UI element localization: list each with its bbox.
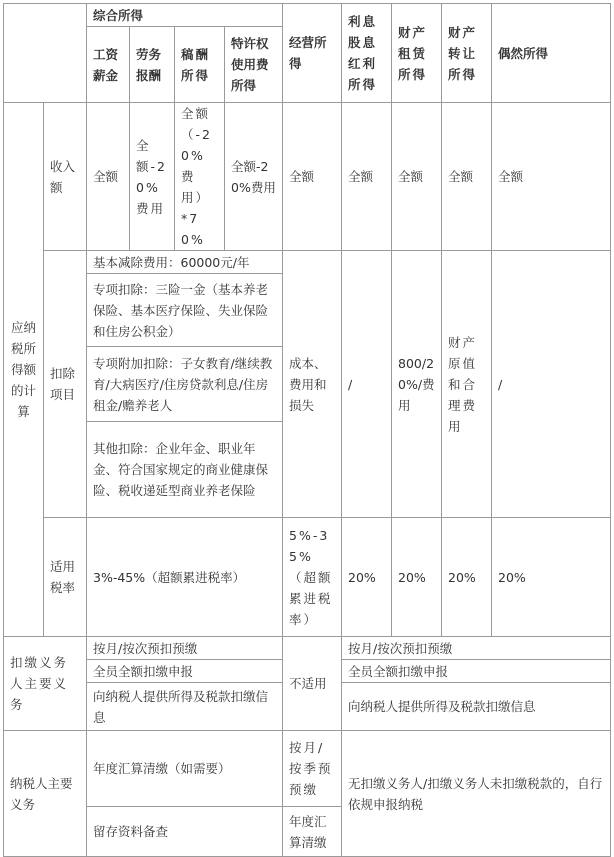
header-business: 经营所得 — [283, 4, 342, 103]
withholding-left-2: 全员全额扣缴申报 — [87, 660, 283, 683]
taxpayer-annual: 年度汇算清缴（如需要） — [87, 731, 283, 807]
rate-interest: 20% — [342, 518, 392, 637]
taxpayer-business-2: 年度汇算清缴 — [283, 807, 342, 857]
header-lease: 财产租赁所得 — [392, 4, 442, 103]
withholding-left-3: 向纳税人提供所得及税款扣缴信息 — [87, 683, 283, 731]
deduction-transfer: 财产原值和合理费用 — [442, 251, 492, 518]
income-business: 全额 — [283, 103, 342, 251]
deduction-business: 成本、费用和损失 — [283, 251, 342, 518]
rate-row — [4, 518, 611, 637]
rate-business: 5%-35%（超额累进税率） — [283, 518, 342, 637]
header-comprehensive: 综合所得 — [87, 4, 283, 27]
rate-label: 适用税率 — [44, 518, 87, 637]
header-labor: 劳务报酬 — [130, 27, 175, 103]
income-lease: 全额 — [392, 103, 442, 251]
header-incidental: 偶然所得 — [492, 4, 611, 103]
header-royalty-license: 特许权使用费所得 — [225, 27, 283, 103]
income-royalty-manuscript: 全额（-20%费用）*70% — [175, 103, 225, 251]
taxpayer-records: 留存资料备查 — [87, 807, 283, 857]
income-interest: 全额 — [342, 103, 392, 251]
deduction-special-additional: 专项附加扣除：子女教育/继续教育/大病医疗/住房贷款利息/住房租金/赡养老人 — [87, 347, 283, 422]
withholding-row-1 — [4, 637, 611, 660]
header-row-1 — [4, 4, 611, 27]
taxpayer-row-1 — [4, 731, 611, 807]
deduction-incidental: / — [492, 251, 611, 518]
tax-table — [3, 3, 611, 857]
taxpayer-label: 纳税人主要义务 — [4, 731, 87, 857]
deduction-lease: 800/20%/费用 — [392, 251, 442, 518]
income-salary: 全额 — [87, 103, 130, 251]
withholding-right-2: 全员全额扣缴申报 — [342, 660, 611, 683]
deduction-row-basic — [4, 251, 611, 274]
income-label: 收入额 — [44, 103, 87, 251]
withholding-label: 扣缴义务人主要义务 — [4, 637, 87, 731]
rate-incidental: 20% — [492, 518, 611, 637]
rate-lease: 20% — [392, 518, 442, 637]
header-interest: 利息股息红利所得 — [342, 4, 392, 103]
income-row — [4, 103, 611, 251]
header-transfer: 财产转让所得 — [442, 4, 492, 103]
taxpayer-business-1: 按月/按季预预缴 — [283, 731, 342, 807]
header-salary: 工资薪金 — [87, 27, 130, 103]
deduction-special: 专项扣除：三险一金（基本养老保险、基本医疗保险、失业保险和住房公积金） — [87, 274, 283, 347]
deduction-basic: 基本减除费用：60000元/年 — [87, 251, 283, 274]
deduction-interest: / — [342, 251, 392, 518]
income-labor: 全额-20%费用 — [130, 103, 175, 251]
corner-cell — [4, 4, 87, 103]
rate-comprehensive: 3%-45%（超额累进税率） — [87, 518, 283, 637]
income-royalty-license: 全额-20%费用 — [225, 103, 283, 251]
income-transfer: 全额 — [442, 103, 492, 251]
rate-transfer: 20% — [442, 518, 492, 637]
withholding-right-1: 按月/按次预扣预缴 — [342, 637, 611, 660]
taxpayer-right: 无扣缴义务人/扣缴义务人未扣缴税款的，自行依规申报纳税 — [342, 731, 611, 857]
taxable-calc-label: 应纳税所得额的计算 — [4, 103, 44, 637]
withholding-right-3: 向纳税人提供所得及税款扣缴信息 — [342, 683, 611, 731]
deduction-label: 扣除项目 — [44, 251, 87, 518]
header-royalty-manuscript: 稿酬所得 — [175, 27, 225, 103]
withholding-left-1: 按月/按次预扣预缴 — [87, 637, 283, 660]
withholding-business: 不适用 — [283, 637, 342, 731]
deduction-other: 其他扣除：企业年金、职业年金、符合国家规定的商业健康保险、税收递延型商业养老保险 — [87, 422, 283, 518]
income-incidental: 全额 — [492, 103, 611, 251]
